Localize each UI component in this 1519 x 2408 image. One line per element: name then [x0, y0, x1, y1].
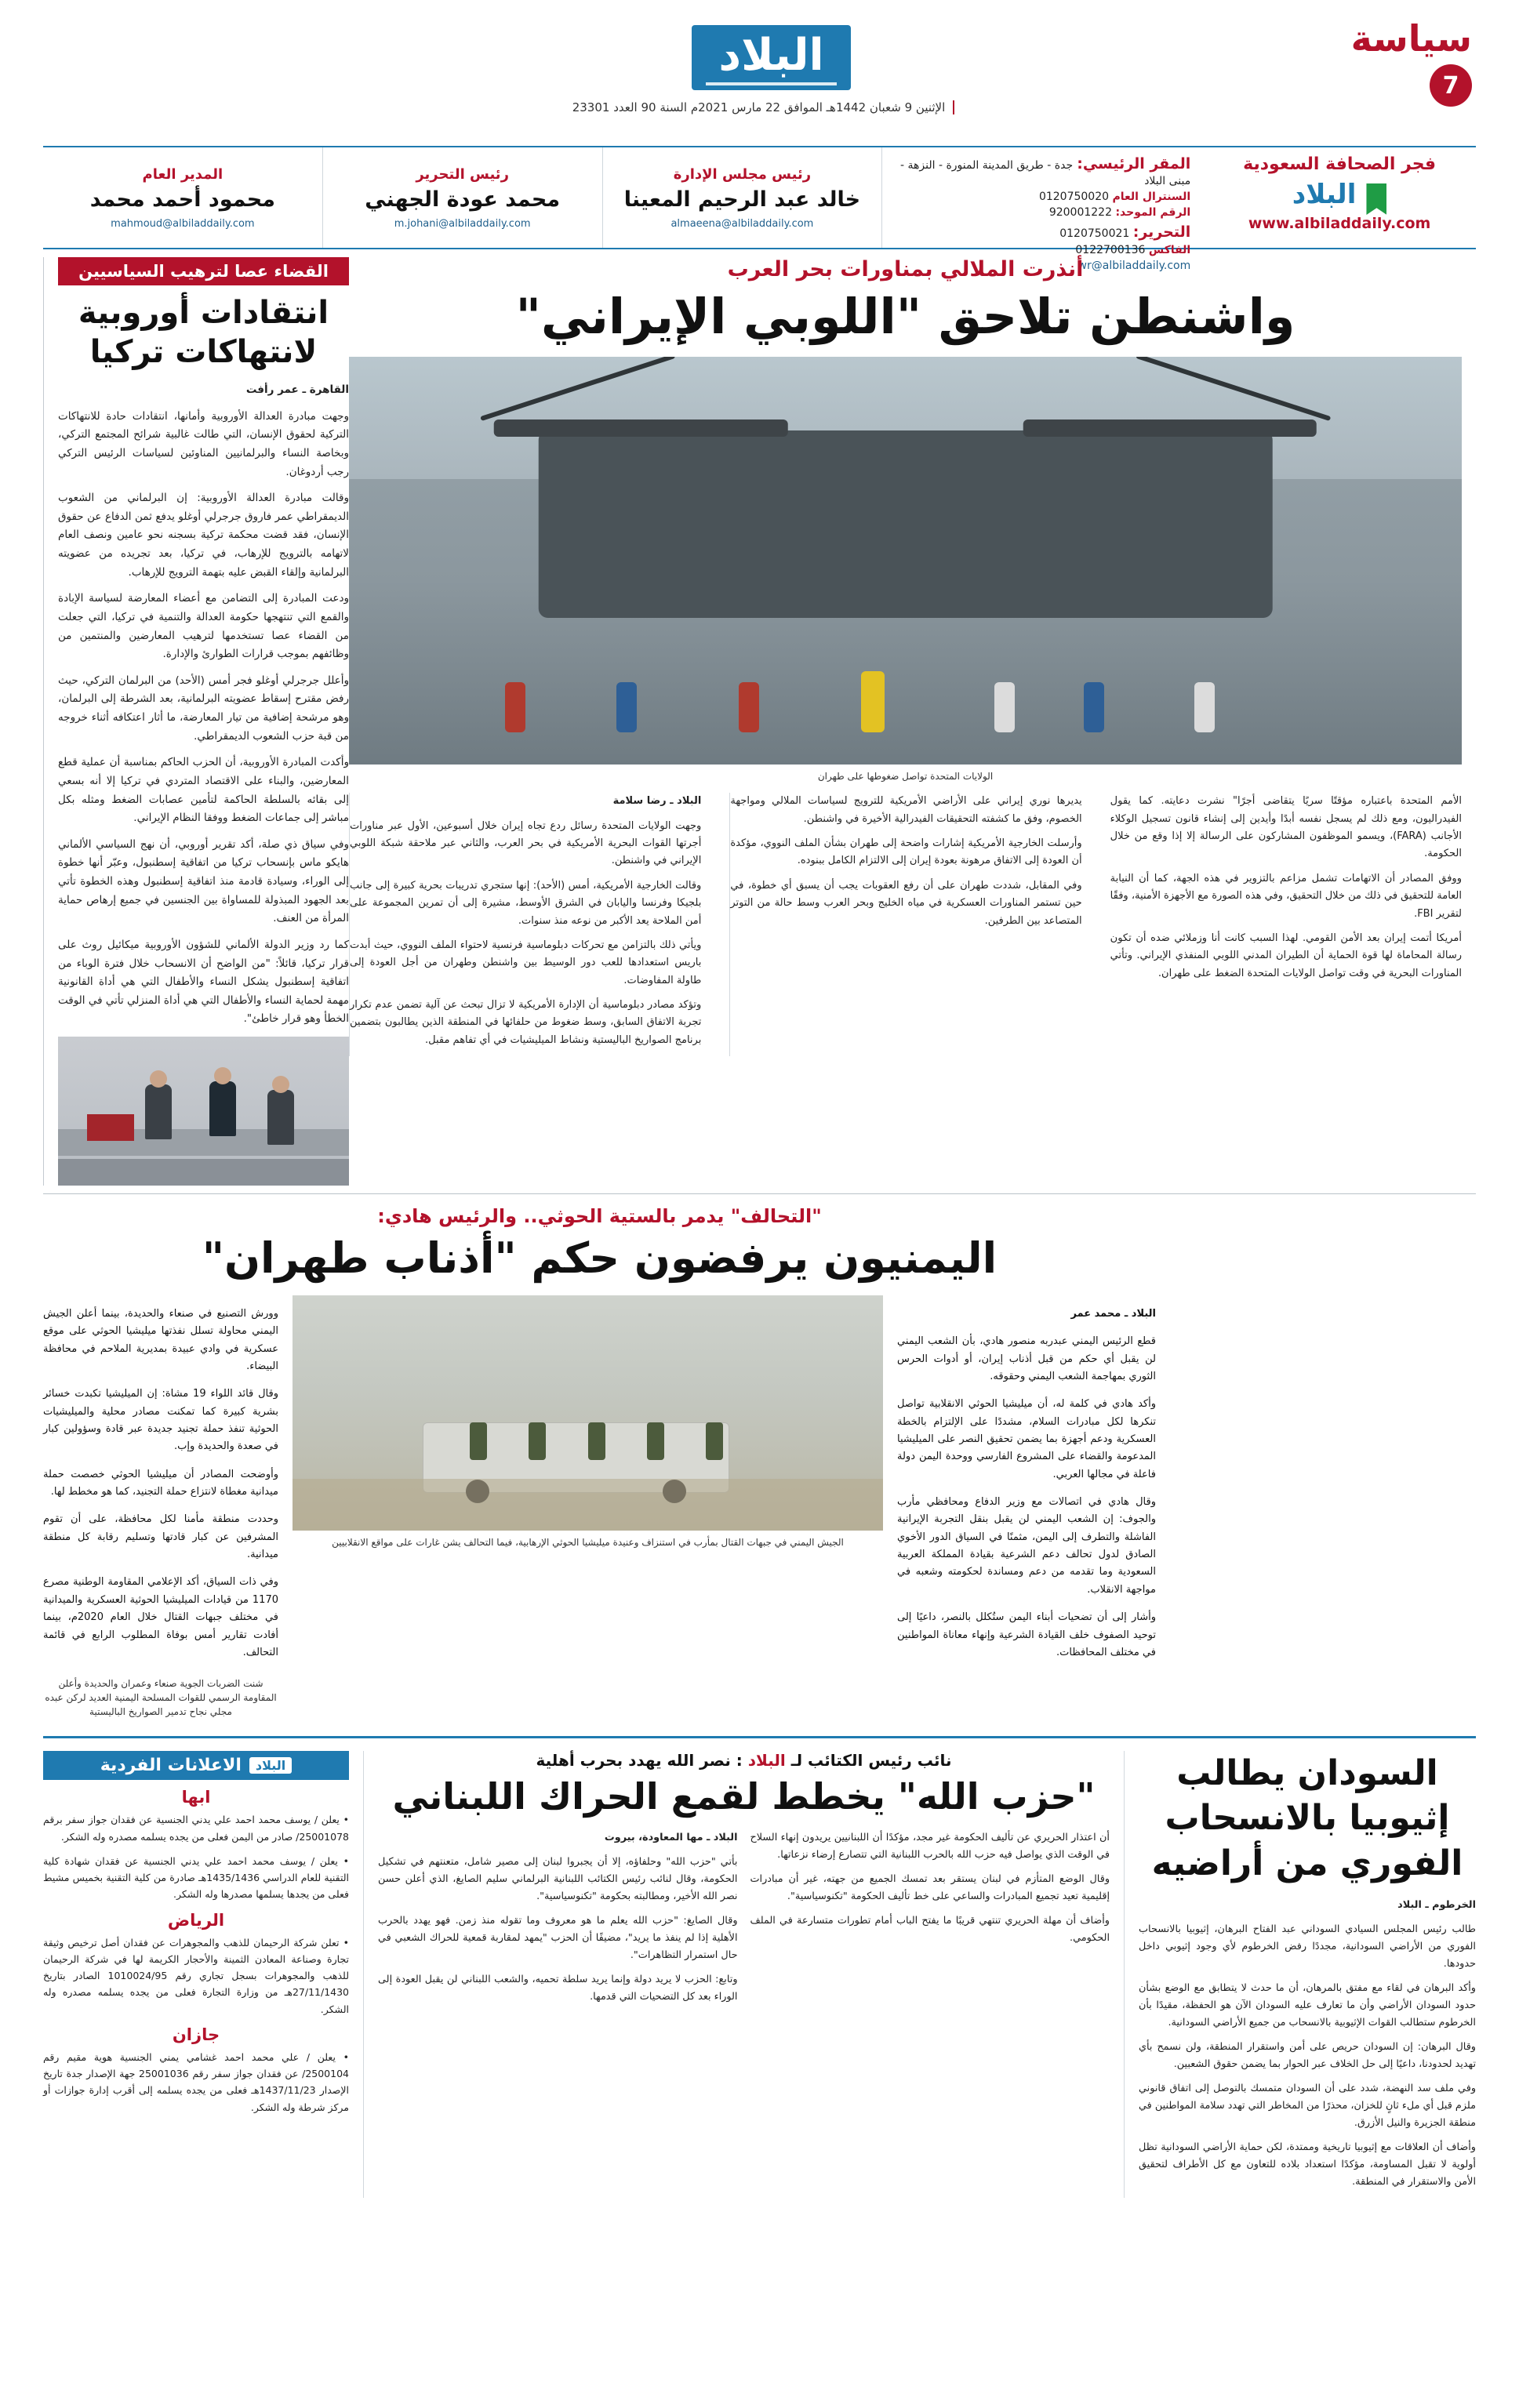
ad-item: • يعلن / يوسف محمد احمد علي يدني الجنسية عن فقدان جواز سفر برقم 25001078/ صادر من اليمن فعلى من يجده يسلمه مصدره وله الشكر. — [43, 1814, 349, 1843]
sidebar-kicker: القضاء عصا لترهيب السياسيين — [58, 257, 349, 285]
lead-paragraph: وقالت الخارجية الأمريكية، أمس (الأحد): إنها ستجري تدريبات بحرية كبيرة إلى جانب بلجيكا وفرنسا واليابان في الشرق الأوسط، مشيرة إلى أن تمرين المجموعة على أمن الملاحة يعد الأكبر من نوعه منذ سنوات. — [350, 879, 702, 927]
person-chairman — [602, 147, 882, 248]
lead-body — [349, 793, 1462, 1056]
person-name: محمود أحمد محمد — [89, 187, 275, 212]
yemen-paragraph: وحددت منطقة مأمنا لكل محافظة، على أن تقوم المشرفين عن كبار قادتها وتسليم رقابة كل منطقة ميدانية. — [43, 1513, 278, 1561]
lead-column-1 — [1110, 793, 1462, 1056]
lebanon-paragraph: وأضاف أن مهلة الحريري تنتهي قريبًا ما يفتح الباب أمام تطورات متسارعة في الملف الحكومي. — [750, 1914, 1110, 1944]
newspaper-logo: البلاد — [692, 25, 850, 90]
ads-city-riyadh: الرياض — [167, 1910, 225, 1930]
sidebar-paragraph: وأعلل جرجرلي أوغلو فجر أمس (الأحد) من البرلمان التركي، حيث رفض مقترح إسقاط عضويته البرلمانية، بعد الشرطة إلى البرلمان، وهو مرشحة إضافية من تيار المعارضة، ما أثار اعتكافه أثناء خروجه من قبة حزب الشعوب الديمقراطي. — [58, 674, 349, 743]
sidebar-paragraph: كما رد وزير الدولة الألماني للشؤون الأوروبية ميكائيل روث على قرار تركيا، قائلاً: "من الواضح أن الانسحاب خلال فترة الوباء من اتفاقية إسطنبول يشكل النساء والأطفال التي هي أداة القانونية مهمة لحماية النساء والأطفال التي هي أداة المنزلي تأتي في الوقت الخطأ وهو قرار خاطئ". — [58, 938, 349, 1026]
person-name: خالد عبد الرحيم المعينا — [623, 187, 861, 212]
lead-headline: واشنطن تلاحق "اللوبي الإيراني" — [515, 288, 1296, 345]
page-number-badge: 7 — [1430, 64, 1472, 107]
sudan-story — [1139, 1751, 1476, 2198]
yemen-caption-left: الجيش اليمني في جبهات القتال بمأرب في استنزاف وعنيدة ميليشيا الحوثي الإرهابية، فيما التحالف يشن غارات على مواقع الانقلابيين — [332, 1536, 844, 1548]
person-general-manager — [43, 147, 322, 248]
ads-items-abha — [43, 1811, 349, 1902]
lebanon-paragraph: بأتي "حزب الله" وحلفاؤه، إلا أن يجبروا لبنان إلى مصير شامل، متعنتهم في تشكيل الحكومة، وقال لنائب رئيس الكتائب اللبنانية البرلماني سليم الصايغ، الذي أعلن حسن نصر الله الأخير، ومطالبته بحكومة "تكنوسياسية". — [378, 1855, 738, 1902]
brand-logo: البلاد — [1292, 178, 1357, 210]
contact-block — [881, 147, 1203, 272]
yemen-paragraph: وفي ذات السياق، أكد الإعلامي المقاومة الوطنية مصرع 1170 من قيادات الميليشيا الحوثية العسكرية والميدانية في مختلف جبهات القتال خلال العام 2020م، بينما أفادت تقارير أمس بوفاة المطلوب الرابع في قائمة التحالف. — [43, 1576, 278, 1658]
yemen-column-left — [897, 1295, 1156, 1728]
lebanon-paragraph: أن اعتذار الحريري عن تأليف الحكومة غير مجد، مؤكدًا أن اللبنانيين يريدون إنهاء السلاح في الوقت الذي يواصل فيه حزب الله بالحرب اللبنانية التي تتصارع إرضاء نزعاتها. — [750, 1831, 1110, 1861]
yemen-paragraph: وقال هادي في اتصالات مع وزير الدفاع ومحافظي مأرب والجوف: إن الشعب اليمني لن يقبل بنقل التجربة الإيرانية الفاشلة والتطرف إلى اليمن، مثمنًا في السياق الدور الأخوي الصادق لدول تحالف دعم الشرعية بقيادة المملكة العربية السعودية وما تقدمه من دعم ومساندة لحكومته وشعبه في مواجهة الانقلاب. — [897, 1496, 1156, 1596]
lebanon-headline: "حزب الله" يخطط لقمع الحراك اللبناني — [392, 1775, 1096, 1818]
central-label: السنترال العام — [1112, 191, 1191, 203]
sudan-paragraph: وأكد البرهان في لقاء مع مفتق بالمرهان، أن ما حدث لا يتطابق مع الوضع بشأن حدود السودان الأراضي وأن ما تعارف عليه السودان الآن هو الحفظة، مقيدًا بأن الخرطوم ستطالب القوات الإثيوبية بالانسحاب من جميع الأراضي السودانية. — [1139, 1981, 1476, 2028]
yemen-body — [43, 1295, 1156, 1728]
yemen-photo-block — [293, 1295, 883, 1728]
lebanon-paragraph: وقال الصايغ: "حزب الله يعلم ما هو معروف وما تقوله منذ زمن. فهو يهدد بالحرب الأهلية إذا لم ينفذ ما يريد"، مضيفًا أن الحزب "يمهد لمقاربة قمعية للحراك الشعبي في حال استمرار التظاهرات". — [378, 1914, 738, 1961]
flag-icon — [1366, 183, 1386, 215]
fax-label: الفاكس — [1148, 244, 1191, 256]
yemen-paragraph: وورش التصنيع في صنعاء والحديدة، بينما أعلن الجيش اليمني محاولة تسلل نفذتها ميليشيا الحوثي على موقع عسكرية في وادي عبيدة بمديرية الملاحم في محافظة البيضاء. — [43, 1307, 278, 1372]
fax-value: 0122700136 — [1075, 244, 1146, 256]
person-role: رئيس التحرير — [416, 165, 509, 183]
editorial-email[interactable]: wr@albiladdaily.com — [1077, 260, 1191, 272]
editorial-label: التحرير: — [1132, 223, 1191, 241]
person-email[interactable]: mahmoud@albiladdaily.com — [111, 217, 255, 230]
person-name: محمد عودة الجهني — [365, 187, 561, 212]
sudan-paragraph: وقال البرهان: إن السودان حريص على أمن واستقرار المنطقة، ولن نسمح بأي تهديد لحدودنا، داعيًا إلى حل الخلاف عبر الحوار بما يضمن حقوق الشعبين. — [1139, 2040, 1476, 2070]
yemen-paragraph: قطع الرئيس اليمني عبدربه منصور هادي، بأن الشعب اليمني لن يقبل أي حكم من قبل أذناب إيران، أو أدوات الحرس الثوري بمهاجمة الشعب اليمني وحقوقه. — [897, 1335, 1156, 1382]
yemen-paragraph: وأشار إلى أن تضحيات أبناء اليمن ستُكلل بالنصر، داعيًا إلى توحيد الصفوف خلف القيادة الشرعية وإنهاء معاناة المواطنين في مختلف المحافظات. — [897, 1611, 1156, 1658]
sidebar-paragraph: وفي سياق ذي صلة، أكد تقرير أوروبي، أن نهج السياسي الألماني هايكو ماس بإنسحاب تركيا من اتفاقية إسطنبول، وعبّر أنها خطوة إلى الوراء، وسيادة قادمة منذ اتفاقية إسطنبول وهذه الخطوة تأتي بعد الجهود المبذولة للمساواة بين الجنسين في جميع إرهاص حماية المرأة من العنف. — [58, 837, 349, 925]
brand-tagline: فجر الصحافة السعودية — [1243, 154, 1437, 174]
ad-item: • تعلن شركة الرحيمان للذهب والمجوهرات عن فقدان أصل ترخيص وثيقة تجارة وصناعة المعادن الثمينة والأحجار الكريمة لها في شركة الرحيمان للذهب والمجوهرات بسجل تجاري رقم 1010024/95 الصادر بتاريخ 27/11/1430هـ من وزارة التجارة فعلى من يجده يسلمه مصدره وله الشكر. — [43, 1936, 349, 2015]
person-role: رئيس مجلس الإدارة — [673, 165, 812, 183]
sidebar-byline: القاهرة ـ عمر رأفت — [245, 383, 349, 396]
brand-website[interactable]: www.albiladdaily.com — [1248, 215, 1431, 232]
lead-paragraph: وفي المقابل، شددت طهران على أن رفع العقوبات يجب أن يسبق أي خطوة، في حين تستمر المناورات العسكرية في مياه الخليج وبحر العرب وسط حالة من التوتر المتصاعد بين الطرفين. — [730, 879, 1082, 927]
classified-ads — [43, 1751, 349, 2198]
lead-paragraph: أمريكا أتمت إيران بعد الأمن القومي. لهذا السبب كانت أنا وزملائي ضده أن تكون رسالة المحاماة لها قوة الحماية أن الطيران المدني اللوبي المنفذي الإيراني. وتأتي المناورات البحرية في وقت تواصل الولايات المتحدة الضغط على طهران. — [1110, 932, 1462, 979]
yemen-column-right — [43, 1295, 278, 1728]
sidebar-body — [58, 381, 349, 1029]
yemen-fighters-photo — [293, 1295, 883, 1531]
ads-logo: البلاد — [249, 1757, 292, 1774]
ad-item: • يعلن / علي محمد احمد غشامي يمني الجنسية هوية مقيم رقم 2500104/ عن فقدان جواز سفر رقم 25001036 جهة الإصدار جدة تاريخ الإصدار 1437/11/23هـ فعلى من يجده يسلمه إلى أقرب إدارة جوازات أو مركز شرطة وله الشكر. — [43, 2050, 350, 2113]
central-value: 0120750020 — [1038, 191, 1110, 203]
sudan-byline: الخرطوم ـ البلاد — [1397, 1898, 1476, 1911]
person-editor-in-chief — [322, 147, 602, 248]
hq-value: جدة - طريق المدينة المنورة - النزهة - مبنى البلاد — [900, 159, 1191, 187]
aircraft-carrier-photo — [349, 357, 1462, 765]
sidebar-headline: انتقادات أوروبية لانتهاكات تركيا — [78, 295, 329, 370]
ads-city-jazan: جازان — [172, 2025, 220, 2044]
sudan-paragraph: طالب رئيس المجلس السيادي السوداني عبد الفتاح البرهان، إثيوبيا بالانسحاب الفوري من الأراضي السودانية، مجددًا رفض الخرطوم لأي وجود إثيوبي داخل حدودها. — [1139, 1923, 1476, 1970]
sidebar-paragraph: ودعت المبادرة إلى التضامن مع أعضاء المعارضة لسياسة الإبادة والقمع التي تنتهجها حكومة العدالة والتنمية في تركيا، التي جعلت من القضاء عصا تستخدمها لترهيب المعارضين والمنتمين من وظائفهم بموجب قرارات الطوارئ والإدارة. — [58, 592, 349, 661]
lead-paragraph: ووفق المصادر أن الاتهامات تشمل مزاعم بالتزوير في هذه الجهة، كما أن النيابة العامة للتحقيق في ذلك من خلال التحقيق، وفي هذه الصورة مع الأجهزة الأمنية، وفقًا لتقرير FBI. — [1110, 872, 1462, 920]
hq-label: المقر الرئيسي: — [1077, 155, 1191, 173]
lead-paragraph: وأرسلت الخارجية الأمريكية إشارات واضحة إلى طهران بشأن الملف النووي، مؤكدة أن العودة إلى الاتفاق مرهونة بعودة إيران إلى الالتزام الكامل ببنوده. — [730, 837, 1082, 867]
osprey-aircraft — [538, 430, 1273, 618]
lebanon-byline: البلاد ـ مها المعاودة، بيروت — [604, 1831, 738, 1843]
lebanon-kicker-prefix: نائب رئيس الكتائب لـ — [790, 1751, 952, 1771]
masthead — [0, 0, 1519, 141]
editorial-value: 0120750021 — [1059, 227, 1130, 240]
sidebar-story — [43, 257, 349, 1186]
ads-items-riyadh — [43, 1934, 349, 2018]
yemen-caption-right: شنت الضربات الجوية صنعاء وعمران والحديدة وأعلن المقاومة الرسمي للقوات المسلحة اليمنية العديد لركن عبده مجلي نجاح تدمير الصواريخ الباليستية — [45, 1678, 277, 1718]
sudan-paragraph: وفي ملف سد النهضة، شدد على أن السودان متمسك بالتوصل إلى اتفاق قانوني ملزم قبل أي ملء ثانٍ للخزان، محذرًا من المخاطر التي تهدد سلامة المواطنين في منطقة الجزيرة والنيل الأزرق. — [1139, 2082, 1476, 2129]
lead-column-2 — [729, 793, 1096, 1056]
bottom-band — [43, 1751, 1476, 2198]
sudan-headline: السودان يطالب إثيوبيا بالانسحاب الفوري من أراضيه — [1151, 1753, 1463, 1883]
unified-label: الرقم الموحد: — [1115, 206, 1191, 219]
page-content — [0, 249, 1519, 2198]
lead-kicker: أنذرت الملالي بمناورات بحر العرب — [727, 257, 1084, 281]
lead-paragraph: يديرها نوري إيراني على الأراضي الأمريكية للترويج لسياسات الملالي ومواجهة الخصوم، وفق ما كشفته التحقيقات الفيدرالية الأخيرة في واشنطن. — [730, 795, 1082, 825]
lead-story — [349, 257, 1476, 1186]
lebanon-kicker — [378, 1751, 1110, 1770]
ads-items-jazan — [43, 2049, 349, 2116]
section-label: سياسة — [1350, 17, 1472, 60]
unified-value: 920001222 — [1048, 206, 1112, 219]
top-row — [43, 257, 1476, 1186]
lead-byline: البلاد ـ رضا سلامة — [612, 795, 702, 808]
sidebar-paragraph: وأكدت المبادرة الأوروبية، أن الحزب الحاكم بمناسبة أن عملية قطع المعارضين، والبناء على الاقتصاد المتردي في تركيا إلا أنه بسعي إلى بقائه بالسلطة الحاكمة لتأمين عصابات الضغط ومثله بكل مباشر إلى جماعات الضغط ووفقا النظام الإيراني. — [58, 756, 349, 825]
yemen-kicker: "التحالف" يدمر بالستية الحوثي.. والرئيس هادي: — [377, 1205, 822, 1227]
lebanon-body — [378, 1829, 1110, 2013]
classified-header — [43, 1751, 349, 1780]
yemen-story — [43, 1205, 1156, 1728]
sidebar-paragraph: وجهت مبادرة العدالة الأوروبية وأمانها، انتقادات حادة للانتهاكات التركية لحقوق الإنسان، التي طالت غالبية شرائح المجتمع التركي، وبخاصة النساء والبرلمانيين المناوئين لسياسات الرئيس التركي رجب أردوغان. — [58, 409, 349, 478]
lebanon-column-1 — [750, 1829, 1110, 2013]
lebanon-paragraph: وقال الوضع المتأزم في لبنان يستقر بعد تمسك الجميع من جهته، غير أن مبادرات إقليمية تعيد تجميع المبادرات والساعي على خط تأليف الحكومة "تكنوسياسية". — [750, 1872, 1110, 1902]
yemen-headline: اليمنيون يرفضون حكم "أذناب طهران" — [202, 1233, 998, 1283]
dateline — [0, 100, 1519, 114]
lebanon-story — [363, 1751, 1125, 2198]
section-indicator — [1237, 17, 1472, 107]
dateline-text: الإثنين 9 شعبان 1442هـ الموافق 22 مارس 2021م السنة 90 العدد 23301 — [565, 100, 955, 114]
sidebar-paragraph: وقالت مبادرة العدالة الأوروبية: إن البرلماني من الشعوب الديمقراطي عمر فاروق جرجرلي أوغلو يدفع ثمن الدفاع عن حقوق الإنسان، فقد قضت محكمة تركية بسجنه نحو عامين ونصف العام لاتهامه بالترويج للإرهاب، في تركيا، بعد تجريده من عضويته البرلمانية وإلقاء القبض عليه بتهمة الترويج للإرهاب. — [58, 492, 349, 579]
lebanon-kicker-suffix: : نصر الله يهدد بحرب أهلية — [536, 1751, 743, 1771]
sudan-paragraph: وأضاف أن العلاقات مع إثيوبيا تاريخية وممتدة، لكن حماية الأراضي السودانية تظل أولوية لا تقبل المساومة، مؤكدًا استعداد بلاده للتعاون مع كل الأطراف لتحقيق الأمن والاستقرار في المنطقة. — [1139, 2141, 1476, 2188]
lead-paragraph: وجهت الولايات المتحدة رسائل ردع تجاه إيران خلال أسبوعين، الأول عبر مناورات أجرتها القوات البحرية الأمريكية في بحر العرب، والثاني عبر ملاحقة شبكة اللوبي الإيراني في واشنطن. — [350, 819, 702, 867]
lebanon-paragraph: وتابع: الحزب لا يريد دولة وإنما يريد سلطة تحميه، والشعب اللبناني لن يقبل العودة إلى الوراء بعد كل التضحيات التي قدمها. — [378, 1973, 738, 2003]
lead-photo-caption: الولايات المتحدة تواصل ضغوطها على طهران — [817, 771, 994, 783]
lead-paragraph: الأمم المتحدة باعتباره مؤقتًا سريًا يتقاضى أجرًا" نشرت دعايته. كما يقول الفيدراليون، ومع ذلك لم يسجل نفسه أبدًا وأيدين إلى إنشاء قانون تسجيل الوكلاء الأجانب (FARA)، ويسمو الموظفون المشاركون على الرسالة إلا إذا وقع من خلال الحكومة. — [1110, 795, 1462, 860]
yemen-paragraph: وقال قائد اللواء 19 مشاة: إن الميليشيا تكبدت خسائر بشرية كبيرة كما تمكنت مصادر محلية والميليشيات الحوثية تنفذ حملة تجنيد جديدة عبر قادة وسؤولين كبار في صعدة والحديدة وإب. — [43, 1388, 278, 1453]
lead-column-3 — [349, 793, 715, 1056]
brand-block — [1203, 147, 1476, 248]
divider — [43, 1193, 1476, 1194]
person-email[interactable]: almaeena@albiladdaily.com — [670, 217, 814, 230]
ad-item: • يعلن / يوسف محمد احمد علي يدني الجنسية عن فقدان شهادة كلية التقنية للعام الدراسي 1435/1436هـ صادرة من كلية التقنية بخميس مشيط فعلى من يجدها يسلمها مصدرها وله الشكر. — [43, 1854, 350, 1901]
ads-city-abha: ابها — [181, 1788, 211, 1807]
sudan-body — [1139, 1897, 1476, 2191]
ads-title: الاعلانات الفردية — [100, 1756, 242, 1776]
yemen-paragraph: وأكد هادي في كلمة له، أن ميليشيا الحوثي الانقلابية تواصل تنكرها لكل مبادرات السلام، مشددًا على الإلتزام بالخطة العسكرية ودعم أجهزة بما يضمن تحقيق النصر على الميليشيا المدعومة والقضاء على المشروع الفارسي ووحدة اليمن دولة فاعلة في مجالها العربي. — [897, 1398, 1156, 1480]
person-email[interactable]: m.johani@albiladdaily.com — [394, 217, 531, 230]
divider-thick — [43, 1736, 1476, 1738]
lead-paragraph: ويأتي ذلك بالتزامن مع تحركات دبلوماسية فرنسية لاحتواء الملف النووي، حيث أبدت باريس استعدادها للعب دور الوسيط بين واشنطن وطهران من أجل العودة إلى طاولة المفاوضات. — [350, 939, 702, 986]
yemen-byline: البلاد ـ محمد عمر — [1070, 1307, 1156, 1320]
yemen-paragraph: وأوضحت المصادر أن ميليشيا الحوثي خصصت حملة ميدانية مغطاة لانتزاع حملة التجنيد، كما هو مخطط لها. — [43, 1468, 278, 1498]
lebanon-column-2 — [378, 1829, 738, 2013]
lebanon-kicker-brand: البلاد — [747, 1751, 786, 1771]
masthead-logo — [306, 20, 1237, 90]
person-role: المدير العام — [142, 165, 223, 183]
parliament-photo — [58, 1037, 349, 1186]
lead-paragraph: وتؤكد مصادر دبلوماسية أن الإدارة الأمريكية لا تزال تبحث عن آلية تضمن عدم تكرار تجربة الاتفاق السابق، وسط ضغوط من حلفائها في المنطقة الذين يطالبون بتضمين برنامج الصواريخ الباليستية ونشاط الميليشيات في أي تفاهم مقبل. — [350, 998, 702, 1046]
